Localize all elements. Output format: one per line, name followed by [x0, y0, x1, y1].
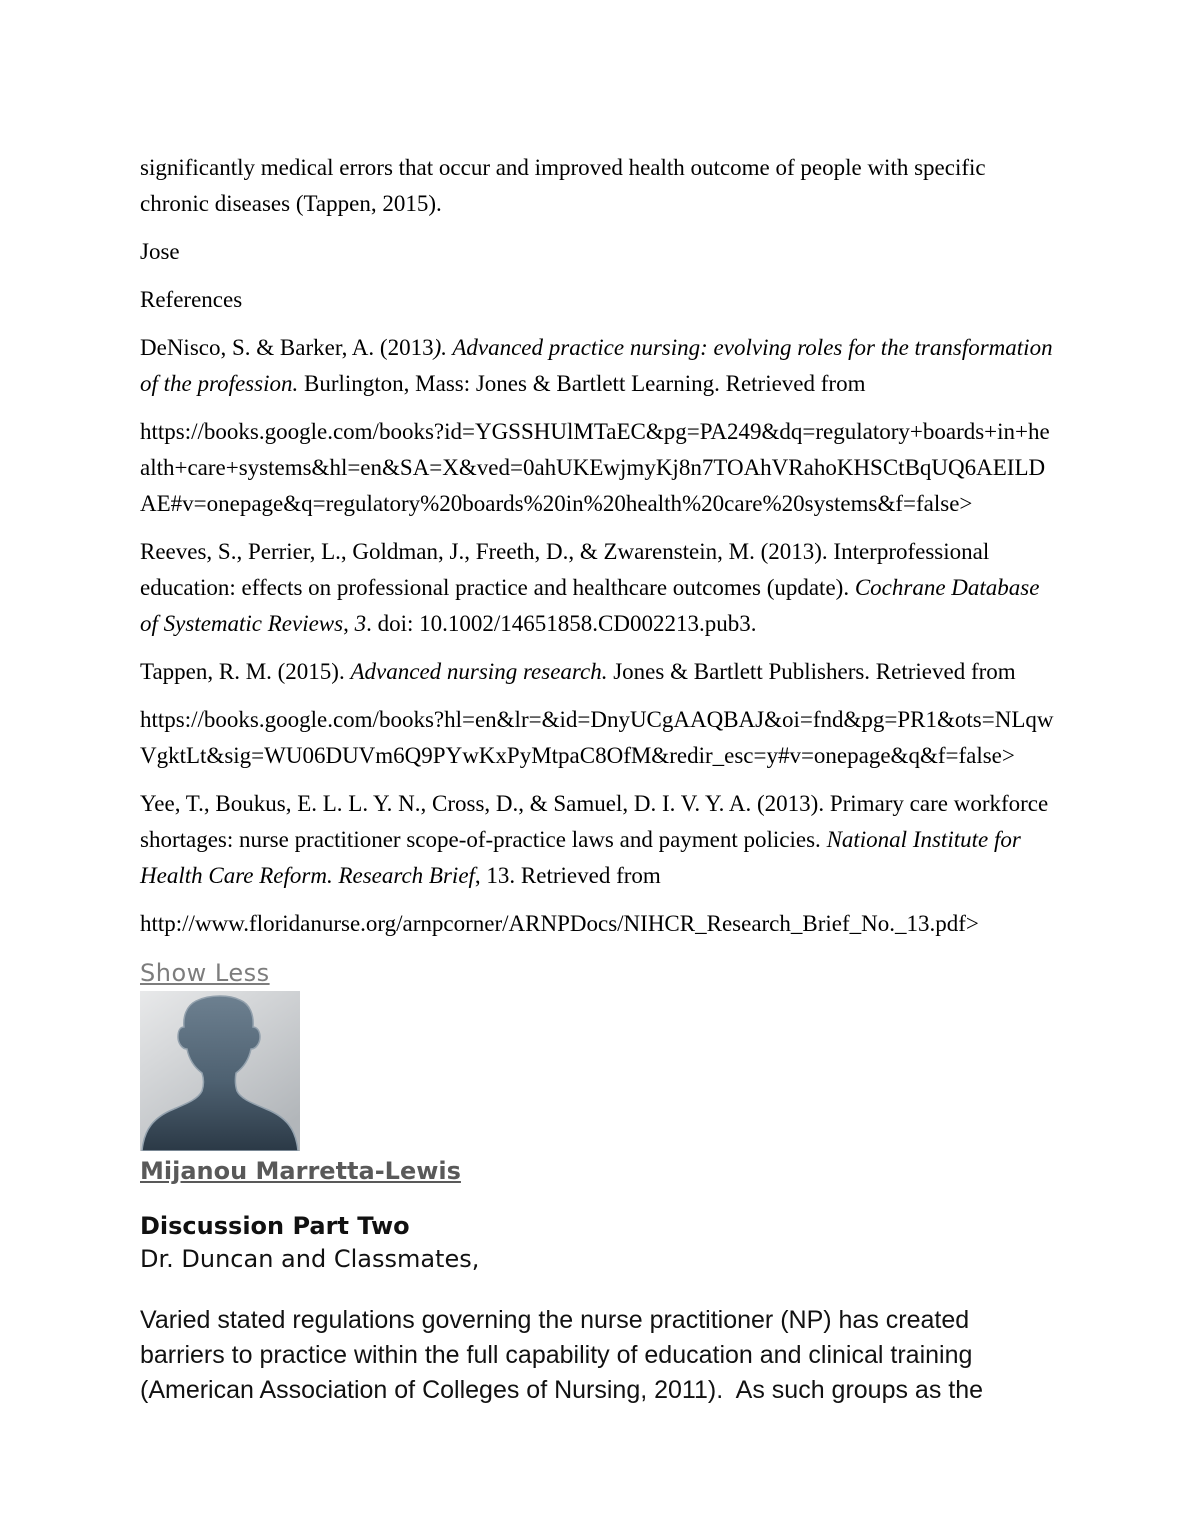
- reference-italic-segment: Advanced nursing research.: [350, 659, 608, 684]
- reference-text-segment: References: [140, 287, 243, 312]
- reply-references-section: [140, 150, 1055, 942]
- reference-text-segment: Tappen, R. M. (2015).: [140, 659, 351, 684]
- reference-text-segment: , 13. Retrieved from: [474, 863, 661, 888]
- reference-paragraph: [140, 150, 1055, 222]
- document-page: [140, 150, 1055, 1408]
- post-footer-section: [140, 958, 1055, 1408]
- post-title: Discussion Part Two: [140, 1212, 410, 1240]
- reference-text-segment: significantly medical errors that occur and improved health outcome of people with specific chronic diseases (Tappen, 2015).: [140, 155, 986, 216]
- reference-text-segment: DeNisco, S. & Barker, A. (2013: [140, 335, 434, 360]
- reference-italic-segment: 3: [354, 611, 367, 636]
- reference-text-segment: https://books.google.com/books?id=YGSSHUlMTaEC&pg=PA249&dq=regulatory+boards+in+health+care+systems&hl=en&SA=X&ved=0ahUKEwjmyKj8n7TOAhVRahoKHSCtBqUQ6AEILDAE#v=onepage&q=regulatory%20boards%20in%20health%20care%20systems&f=false>: [140, 419, 1050, 516]
- show-less-link[interactable]: Show Less: [140, 959, 270, 987]
- reference-text-segment: Jose: [140, 239, 180, 264]
- reference-text-segment: Yee, T., Boukus, E. L. L. Y. N., Cross, D., & Samuel, D. I. V. Y. A. (2013). Primary care workforce shortages: nurse practitioner scope-of-practice laws and payment policies.: [140, 791, 1049, 852]
- reference-text-segment: Reeves, S., Perrier, L., Goldman, J., Freeth, D., & Zwarenstein, M. (2013). Interprofessional education: effects on professional practice and healthcare outcomes (update).: [140, 539, 990, 600]
- reference-text-segment: https://books.google.com/books?hl=en&lr=&id=DnyUCgAAQBAJ&oi=fnd&pg=PR1&ots=NLqwVgktLt&sig=WU06DUVm6Q9PYwKxPyMtpaC8OfM&redir_esc=y#v=onepage&q&f=false>: [140, 707, 1054, 768]
- reference-paragraph: [140, 786, 1055, 894]
- post-salutation: Dr. Duncan and Classmates,: [140, 1245, 480, 1273]
- reference-text-segment: ,: [343, 611, 355, 636]
- person-silhouette-icon[interactable]: [140, 991, 300, 1151]
- reference-text-segment: . doi: 10.1002/14651858.CD002213.pub3.: [366, 611, 757, 636]
- reference-text-segment: http://www.floridanurse.org/arnpcorner/ARNPDocs/NIHCR_Research_Brief_No._13.pdf>: [140, 911, 979, 936]
- reference-paragraph: [140, 702, 1055, 774]
- reference-italic-segment: Cochrane Database of Systematic Reviews: [140, 575, 1040, 636]
- reference-paragraph: [140, 534, 1055, 642]
- reference-paragraph: [140, 414, 1055, 522]
- reference-paragraph: [140, 330, 1055, 402]
- reference-paragraph: [140, 234, 1055, 270]
- post-body-paragraph: Varied stated regulations governing the nurse practitioner (NP) has created barriers to practice within the full capability of education and clinical training (American Association of Colleges of Nursing, 2011). As such groups as the: [140, 1306, 984, 1404]
- reference-paragraph: [140, 654, 1055, 690]
- reference-paragraph: [140, 906, 1055, 942]
- reference-paragraph: [140, 282, 1055, 318]
- reference-text-segment: Jones & Bartlett Publishers. Retrieved from: [607, 659, 1016, 684]
- reference-italic-segment: ). Advanced practice nursing: evolving roles for the transformation of the profession.: [140, 335, 1053, 396]
- reference-text-segment: Burlington, Mass: Jones & Bartlett Learning. Retrieved from: [298, 371, 866, 396]
- author-profile-link[interactable]: Mijanou Marretta-Lewis: [140, 1157, 461, 1185]
- reference-italic-segment: National Institute for Health Care Reform. Research Brief: [140, 827, 1021, 888]
